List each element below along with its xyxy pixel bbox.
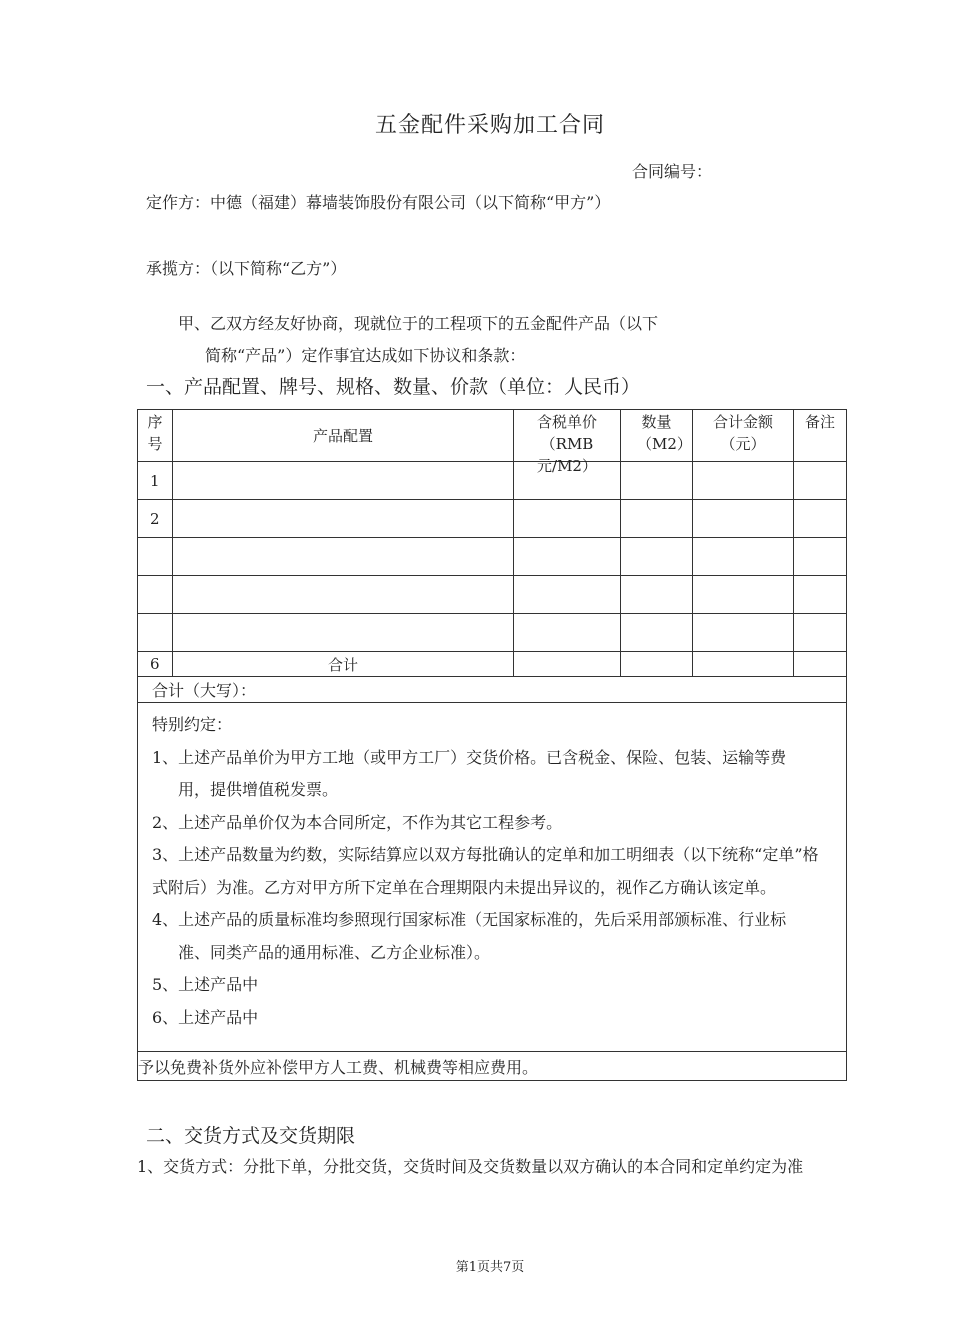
note-cell[interactable]	[794, 462, 847, 500]
table-row	[138, 538, 847, 576]
product-cell[interactable]	[173, 538, 514, 576]
col-header-qty: 数量（M2）	[621, 410, 693, 462]
section-1-heading: 一、产品配置、牌号、规格、数量、价款（单位：人民币）	[146, 376, 641, 398]
page-footer: 第1页共7页	[455, 1260, 525, 1275]
party-a: 定作方：中德（福建）幕墙装饰股份有限公司（以下简称“甲方”）	[146, 193, 611, 212]
table-row	[138, 614, 847, 652]
col-header-price: 含税单价（RMB元/M2）	[514, 410, 621, 462]
term-1: 1、上述产品单价为甲方工地（或甲方工厂）交货价格。已含税金、保险、包装、运输等费	[152, 747, 787, 767]
term-2: 2、上述产品单价仅为本合同所定，不作为其它工程参考。	[152, 812, 563, 832]
table-header-row	[138, 410, 847, 462]
price-cell[interactable]	[514, 614, 621, 652]
row-number	[138, 614, 173, 652]
sum-label: 合计	[173, 652, 514, 677]
row-number	[138, 538, 173, 576]
qty-cell[interactable]	[621, 614, 693, 652]
special-terms-title: 特别约定：	[152, 715, 233, 734]
note-cell[interactable]	[794, 576, 847, 614]
col-header-product: 产品配置	[173, 410, 514, 462]
qty-cell[interactable]	[621, 500, 693, 538]
row-number: 1	[138, 462, 173, 500]
product-cell[interactable]	[173, 614, 514, 652]
col-header-amount: 合计金额（元）	[693, 410, 794, 462]
terms-last-row	[138, 1052, 847, 1081]
price-cell[interactable]	[514, 538, 621, 576]
row-number: 2	[138, 500, 173, 538]
term-4: 4、上述产品的质量标准均参照现行国家标准（无国家标准的，先后采用部颁标准、行业标	[152, 910, 787, 929]
qty-cell[interactable]	[621, 576, 693, 614]
contract-number-label: 合同编号：	[632, 162, 713, 181]
amount-cell[interactable]	[693, 614, 794, 652]
table-row	[138, 500, 847, 538]
term-5: 5、上述产品中	[152, 975, 259, 994]
price-cell[interactable]	[514, 576, 621, 614]
term-3: 3、上述产品数量为约数，实际结算应以双方每批确认的定单和加工明细表（以下统称“定单”格式附后）为准。乙方对甲方所下定单在合理期限内未提出异议的，视作乙方确认该定单。	[152, 845, 819, 897]
sum-in-words-row	[138, 677, 847, 703]
special-terms	[152, 709, 830, 1051]
amount-cell[interactable]	[693, 576, 794, 614]
section-2-heading: 二、交货方式及交货期限	[146, 1125, 356, 1147]
sum-row	[138, 652, 847, 677]
term-1-cont: 用，提供增值税发票。	[178, 780, 339, 799]
qty-cell[interactable]	[621, 538, 693, 576]
row-number	[138, 576, 173, 614]
party-b: 承揽方：（以下简称“乙方”）	[146, 259, 347, 278]
sum-in-words: 合计（大写）：	[138, 677, 847, 703]
note-cell[interactable]	[794, 500, 847, 538]
term-6: 6、上述产品中	[152, 1007, 259, 1027]
note-cell[interactable]	[794, 538, 847, 576]
price-cell[interactable]	[514, 500, 621, 538]
intro-line-2: 简称“产品”）定作事宜达成如下协议和条款：	[205, 346, 526, 365]
delivery-method: 1、交货方式：分批下单，分批交货，交货时间及交货数量以双方确认的本合同和定单约定为准	[137, 1157, 804, 1176]
note-cell[interactable]	[794, 614, 847, 652]
terms-last-line: 予以免费补货外应补偿甲方人工费、机械费等相应费用。	[138, 1052, 847, 1081]
sum-note-cell[interactable]	[794, 652, 847, 677]
product-table	[137, 409, 847, 1081]
sum-row-number: 6	[138, 652, 173, 677]
intro-line-1: 甲、乙双方经友好协商，现就位于的工程项下的五金配件产品（以下	[178, 314, 659, 333]
product-cell[interactable]	[173, 500, 514, 538]
col-header-no: 序号	[138, 410, 173, 462]
special-terms-row	[138, 703, 847, 1052]
product-cell[interactable]	[173, 576, 514, 614]
qty-cell[interactable]	[621, 462, 693, 500]
col-header-note: 备注	[794, 410, 847, 462]
amount-cell[interactable]	[693, 538, 794, 576]
table-row	[138, 576, 847, 614]
term-4-cont: 准、同类产品的通用标准、乙方企业标准）。	[178, 942, 491, 962]
amount-cell[interactable]	[693, 462, 794, 500]
product-cell[interactable]	[173, 462, 514, 500]
sum-amount-cell[interactable]	[693, 652, 794, 677]
sum-price-cell[interactable]	[514, 652, 621, 677]
table-row	[138, 462, 847, 500]
sum-qty-cell[interactable]	[621, 652, 693, 677]
amount-cell[interactable]	[693, 500, 794, 538]
document-title: 五金配件采购加工合同	[374, 113, 605, 138]
